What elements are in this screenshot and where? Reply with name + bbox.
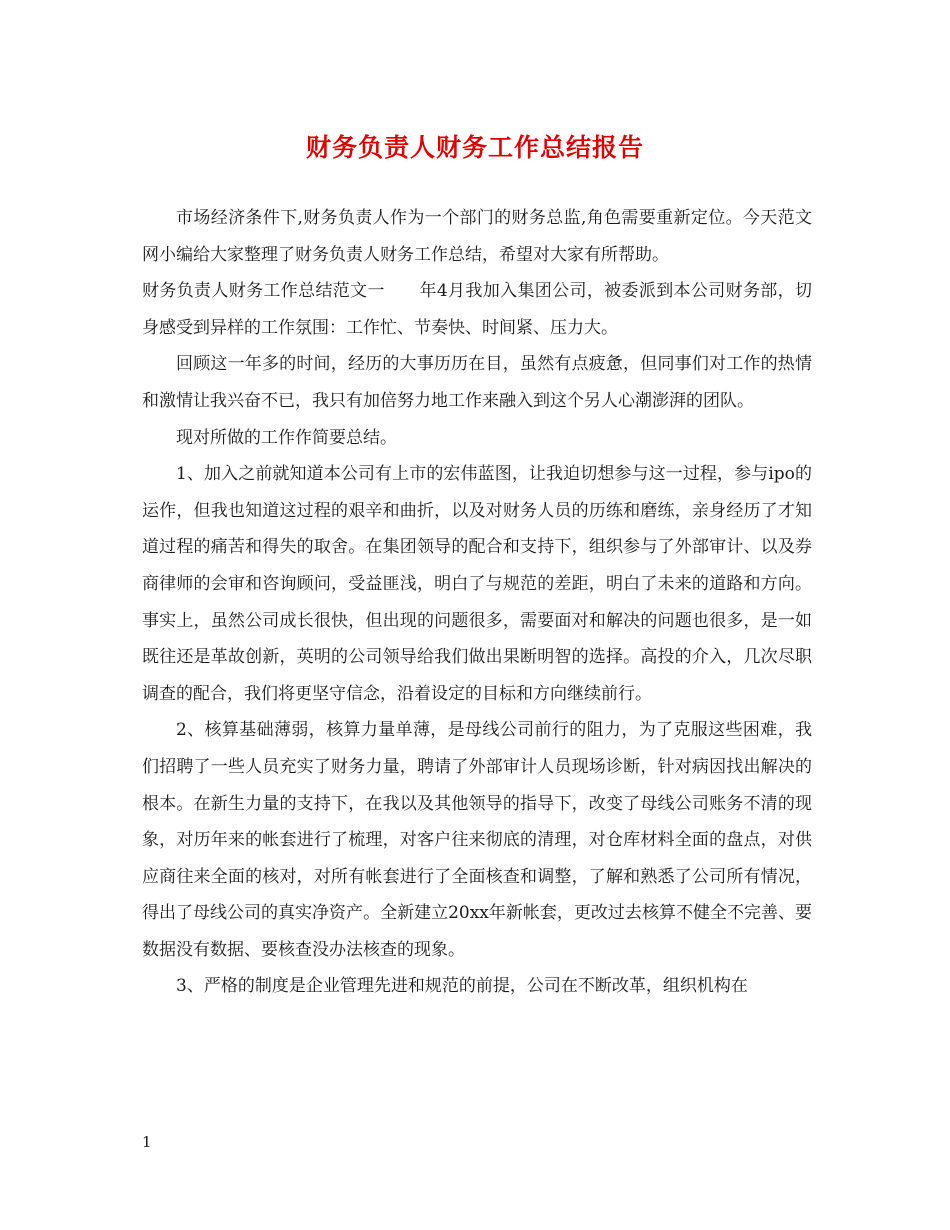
paragraph: 回顾这一年多的时间，经历的大事历历在目，虽然有点疲惫，但同事们对工作的热情和激情让我兴奋不已，我只有加倍努力地工作来融入到这个另人心潮澎湃的团队。 xyxy=(142,354,812,411)
paragraph: 1、加入之前就知道本公司有上市的宏伟蓝图，让我迫切想参与这一过程，参与ipo的运作，但我也知道这过程的艰辛和曲折，以及对财务人员的历练和磨练，亲身经历了才知道过程的痛苦和得失的取舍。在集团领导的配合和支持下，组织参与了外部审计、以及券商律师的会审和咨询顾问，受益匪浅，明白了与规范的差距，明白了未来的道路和方向。事实上，虽然公司成长很快，但出现的问题很多，需要面对和解决的问题也很多，是一如既往还是革故创新，英明的公司领导给我们做出果断明智的选择。高投的介入，几次尽职调查的配合，我们将更坚守信念，沿着设定的目标和方向继续前行。 xyxy=(142,464,812,704)
paragraph: 3、严格的制度是企业管理先进和规范的前提，公司在不断改革，组织机构在 xyxy=(176,976,748,997)
page-number: 1 xyxy=(142,1133,152,1151)
document-body xyxy=(142,200,812,1005)
paragraph: 市场经济条件下,财务负责人作为一个部门的财务总监,角色需要重新定位。今天范文网小编给大家整理了财务负责人财务工作总结，希望对大家有所帮助。 xyxy=(142,208,812,265)
paragraph: 财务负责人财务工作总结范文一 年4月我加入集团公司，被委派到本公司财务部，切身感受到异样的工作氛围：工作忙、节奏快、时间紧、压力大。 xyxy=(142,281,812,338)
paragraph: 2、核算基础薄弱，核算力量单薄，是母线公司前行的阻力，为了克服这些困难，我们招聘了一些人员充实了财务力量，聘请了外部审计人员现场诊断，针对病因找出解决的根本。在新生力量的支持下，在我以及其他领导的指导下，改变了母线公司账务不清的现象，对历年来的帐套进行了梳理，对客户往来彻底的清理，对仓库材料全面的盘点，对供应商往来全面的核对，对所有帐套进行了全面核查和调整，了解和熟悉了公司所有情况，得出了母线公司的真实净资产。全新建立20xx年新帐套，更改过去核算不健全不完善、要数据没有数据、要核查没办法核查的现象。 xyxy=(142,720,812,960)
paragraph: 现对所做的工作作简要总结。 xyxy=(176,427,397,448)
document-title: 财务负责人财务工作总结报告 xyxy=(305,133,644,162)
